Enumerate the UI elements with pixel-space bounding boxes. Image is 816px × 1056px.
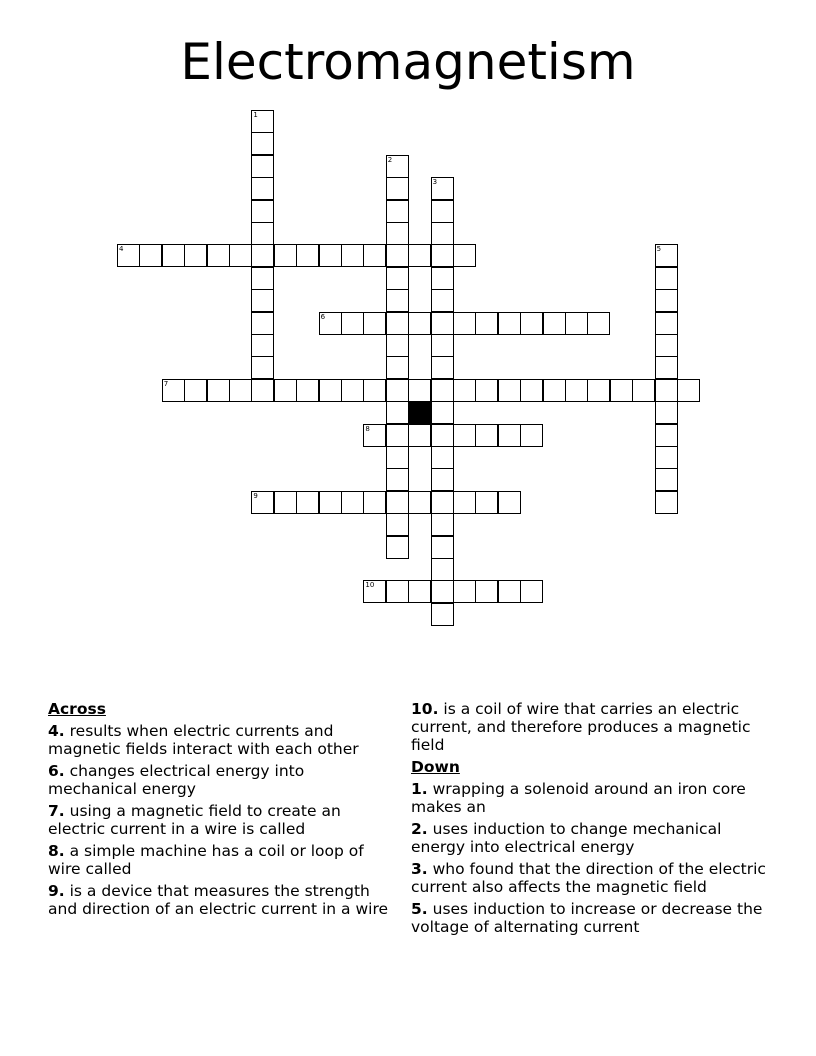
- grid-cell[interactable]: [386, 222, 409, 245]
- grid-cell[interactable]: [431, 222, 454, 245]
- grid-cell[interactable]: [207, 244, 230, 267]
- clue-text: who found that the direction of the electric current also affects the magnetic field: [411, 860, 766, 896]
- grid-cell[interactable]: [431, 446, 454, 469]
- clue-number-label: 6: [320, 312, 326, 321]
- grid-cell[interactable]: [319, 491, 342, 514]
- grid-cell[interactable]: [431, 267, 454, 290]
- grid-cell[interactable]: [274, 491, 297, 514]
- grid-cell[interactable]: [408, 580, 431, 603]
- clue-number-label: 9: [253, 491, 258, 500]
- grid-cell[interactable]: [408, 424, 431, 447]
- grid-cell[interactable]: [431, 580, 454, 603]
- grid-cell[interactable]: [431, 536, 454, 559]
- grid-cell[interactable]: [655, 446, 678, 469]
- grid-cell[interactable]: [431, 244, 454, 267]
- grid-cell[interactable]: [386, 468, 409, 491]
- page-title: Electromagnetism: [180, 33, 636, 91]
- clue-number: 8.: [48, 842, 65, 860]
- grid-cell[interactable]: [475, 580, 498, 603]
- grid-cell[interactable]: [296, 379, 319, 402]
- grid-cell[interactable]: [520, 580, 543, 603]
- grid-cell[interactable]: [386, 379, 409, 402]
- grid-cell[interactable]: [251, 356, 274, 379]
- clue-across-10: [411, 700, 771, 754]
- grid-cell[interactable]: [162, 244, 185, 267]
- clue-number: 6.: [48, 762, 65, 780]
- clue-text: is a device that measures the strength and direction of an electric current in a wire: [48, 882, 389, 918]
- grid-cell[interactable]: [431, 177, 454, 200]
- clue-down-1: [411, 780, 771, 816]
- grid-cell[interactable]: [431, 513, 454, 536]
- grid-cell[interactable]: [386, 446, 409, 469]
- grid-cell[interactable]: [475, 312, 498, 335]
- clue-text: results when electric currents and magnetic fields interact with each other: [48, 722, 359, 758]
- grid-cell[interactable]: [386, 312, 409, 335]
- grid-cell[interactable]: [386, 491, 409, 514]
- grid-cell[interactable]: [251, 177, 274, 200]
- grid-cell[interactable]: [408, 491, 431, 514]
- grid-cell[interactable]: [632, 379, 655, 402]
- grid-cell[interactable]: [498, 424, 521, 447]
- grid-cell[interactable]: [431, 289, 454, 312]
- grid-cell[interactable]: [498, 491, 521, 514]
- clue-down-2: [411, 820, 771, 856]
- grid-cell[interactable]: [655, 491, 678, 514]
- clue-number: 1.: [411, 780, 428, 798]
- grid-cell[interactable]: [453, 312, 476, 335]
- clue-text: a simple machine has a coil or loop of wire called: [48, 842, 364, 878]
- grid-cell[interactable]: [296, 491, 319, 514]
- grid-cell[interactable]: [475, 379, 498, 402]
- grid-cell[interactable]: [565, 379, 588, 402]
- grid-cell[interactable]: [251, 132, 274, 155]
- grid-cell[interactable]: [655, 289, 678, 312]
- grid-cell[interactable]: [363, 312, 386, 335]
- grid-cell[interactable]: [453, 379, 476, 402]
- grid-cell[interactable]: [251, 110, 274, 133]
- grid-cell[interactable]: [341, 312, 364, 335]
- grid-cell[interactable]: [386, 267, 409, 290]
- grid-cell[interactable]: [431, 558, 454, 581]
- grid-cell[interactable]: [655, 312, 678, 335]
- grid-cell[interactable]: [386, 244, 409, 267]
- grid-cell[interactable]: [386, 334, 409, 357]
- grid-cell[interactable]: [363, 491, 386, 514]
- grid-cell[interactable]: [296, 244, 319, 267]
- grid-cell[interactable]: [251, 155, 274, 178]
- grid-cell[interactable]: [520, 312, 543, 335]
- grid-cell[interactable]: [251, 222, 274, 245]
- clue-text: changes electrical energy into mechanical energy: [48, 762, 305, 798]
- grid-cell[interactable]: [251, 200, 274, 223]
- black-cell: [408, 401, 431, 424]
- grid-cell[interactable]: [341, 491, 364, 514]
- grid-cell[interactable]: [475, 491, 498, 514]
- grid-cell[interactable]: [655, 244, 678, 267]
- grid-cell[interactable]: [655, 379, 678, 402]
- grid-cell[interactable]: [431, 468, 454, 491]
- clue-down-5: [411, 900, 771, 936]
- grid-cell[interactable]: [319, 312, 342, 335]
- clue-across-4: [48, 722, 393, 758]
- grid-cell[interactable]: [655, 267, 678, 290]
- grid-cell[interactable]: [162, 379, 185, 402]
- grid-cell[interactable]: [363, 424, 386, 447]
- grid-cell[interactable]: [453, 491, 476, 514]
- clue-number-label: 3: [432, 178, 438, 187]
- grid-cell[interactable]: [677, 379, 700, 402]
- clue-text: uses induction to increase or decrease the voltage of alternating current: [411, 900, 763, 936]
- clue-down-3: [411, 860, 771, 896]
- grid-cell[interactable]: [386, 513, 409, 536]
- grid-cell[interactable]: [386, 580, 409, 603]
- grid-cell[interactable]: [229, 379, 252, 402]
- grid-cell[interactable]: [498, 379, 521, 402]
- clue-text: using a magnetic field to create an electric current in a wire is called: [48, 802, 341, 838]
- grid-cell[interactable]: [431, 424, 454, 447]
- grid-cell[interactable]: [386, 536, 409, 559]
- grid-cell[interactable]: [453, 424, 476, 447]
- clue-number: 7.: [48, 802, 65, 820]
- clue-number: 5.: [411, 900, 428, 918]
- grid-cell[interactable]: [251, 379, 274, 402]
- clue-across-9: [48, 882, 393, 918]
- grid-cell[interactable]: [408, 379, 431, 402]
- grid-cell[interactable]: [386, 356, 409, 379]
- clue-number-label: 2: [387, 155, 393, 164]
- across-heading: Across: [48, 700, 106, 718]
- clue-number: 2.: [411, 820, 428, 838]
- grid-cell[interactable]: [341, 379, 364, 402]
- grid-cell[interactable]: [475, 424, 498, 447]
- grid-cell[interactable]: [543, 312, 566, 335]
- grid-cell[interactable]: [408, 312, 431, 335]
- clue-number-label: 1: [253, 111, 258, 119]
- clue-across-8: [48, 842, 393, 878]
- grid-cell[interactable]: [453, 580, 476, 603]
- grid-cell[interactable]: [184, 379, 207, 402]
- grid-cell[interactable]: [341, 244, 364, 267]
- grid-cell[interactable]: [498, 312, 521, 335]
- grid-cell[interactable]: [386, 200, 409, 223]
- grid-cell[interactable]: [386, 177, 409, 200]
- grid-cell[interactable]: [431, 334, 454, 357]
- clue-number: 10.: [411, 700, 439, 718]
- clues-left-column: [48, 700, 393, 922]
- grid-cell[interactable]: [587, 312, 610, 335]
- clue-number-label: 5: [656, 245, 662, 254]
- clue-number: 4.: [48, 722, 65, 740]
- grid-cell[interactable]: [251, 334, 274, 357]
- grid-cell[interactable]: [498, 580, 521, 603]
- grid-cell[interactable]: [565, 312, 588, 335]
- grid-cell[interactable]: [431, 379, 454, 402]
- grid-cell[interactable]: [587, 379, 610, 402]
- grid-cell[interactable]: [431, 401, 454, 424]
- grid-cell[interactable]: [655, 356, 678, 379]
- grid-cell[interactable]: [408, 244, 431, 267]
- clue-text: uses induction to change mechanical energy into electrical energy: [411, 820, 722, 856]
- clue-number-label: 8: [365, 424, 370, 433]
- grid-cell[interactable]: [251, 267, 274, 290]
- grid-cell[interactable]: [610, 379, 633, 402]
- grid-cell[interactable]: [431, 603, 454, 626]
- grid-cell[interactable]: [139, 244, 162, 267]
- grid-cell[interactable]: [184, 244, 207, 267]
- grid-cell[interactable]: [655, 334, 678, 357]
- grid-cell[interactable]: [274, 244, 297, 267]
- grid-cell[interactable]: [520, 379, 543, 402]
- clue-number-label: 10: [365, 581, 375, 590]
- grid-cell[interactable]: [117, 244, 140, 267]
- grid-cell[interactable]: [274, 379, 297, 402]
- grid-cell[interactable]: [431, 356, 454, 379]
- grid-cell[interactable]: [431, 312, 454, 335]
- grid-cell[interactable]: [386, 424, 409, 447]
- grid-cell[interactable]: [319, 379, 342, 402]
- grid-cell[interactable]: [363, 379, 386, 402]
- grid-cell[interactable]: [386, 155, 409, 178]
- grid-cell[interactable]: [251, 312, 274, 335]
- clue-across-6: [48, 762, 393, 798]
- grid-cell[interactable]: [386, 401, 409, 424]
- clue-text: wrapping a solenoid around an iron core makes an: [411, 780, 746, 816]
- grid-cell[interactable]: [251, 491, 274, 514]
- clue-across-7: [48, 802, 393, 838]
- grid-cell[interactable]: [453, 244, 476, 267]
- grid-cell[interactable]: [655, 401, 678, 424]
- grid-cell[interactable]: [251, 289, 274, 312]
- grid-cell[interactable]: [319, 244, 342, 267]
- clue-text: is a coil of wire that carries an electric current, and therefore produces a magnetic field: [411, 700, 751, 754]
- clue-number: 9.: [48, 882, 65, 900]
- grid-cell[interactable]: [655, 424, 678, 447]
- clue-number-label: 7: [163, 379, 169, 388]
- grid-cell[interactable]: [655, 468, 678, 491]
- grid-cell[interactable]: [431, 491, 454, 514]
- grid-cell[interactable]: [431, 200, 454, 223]
- grid-cell[interactable]: [520, 424, 543, 447]
- grid-cell[interactable]: [386, 289, 409, 312]
- grid-cell[interactable]: [229, 244, 252, 267]
- clues-right-column: [411, 700, 771, 940]
- grid-cell[interactable]: [363, 580, 386, 603]
- grid-cell[interactable]: [363, 244, 386, 267]
- grid-cell[interactable]: [207, 379, 230, 402]
- clue-number-label: 4: [119, 245, 124, 254]
- clue-number: 3.: [411, 860, 428, 878]
- grid-cell[interactable]: [251, 244, 274, 267]
- grid-cell[interactable]: [543, 379, 566, 402]
- down-heading: Down: [411, 758, 460, 776]
